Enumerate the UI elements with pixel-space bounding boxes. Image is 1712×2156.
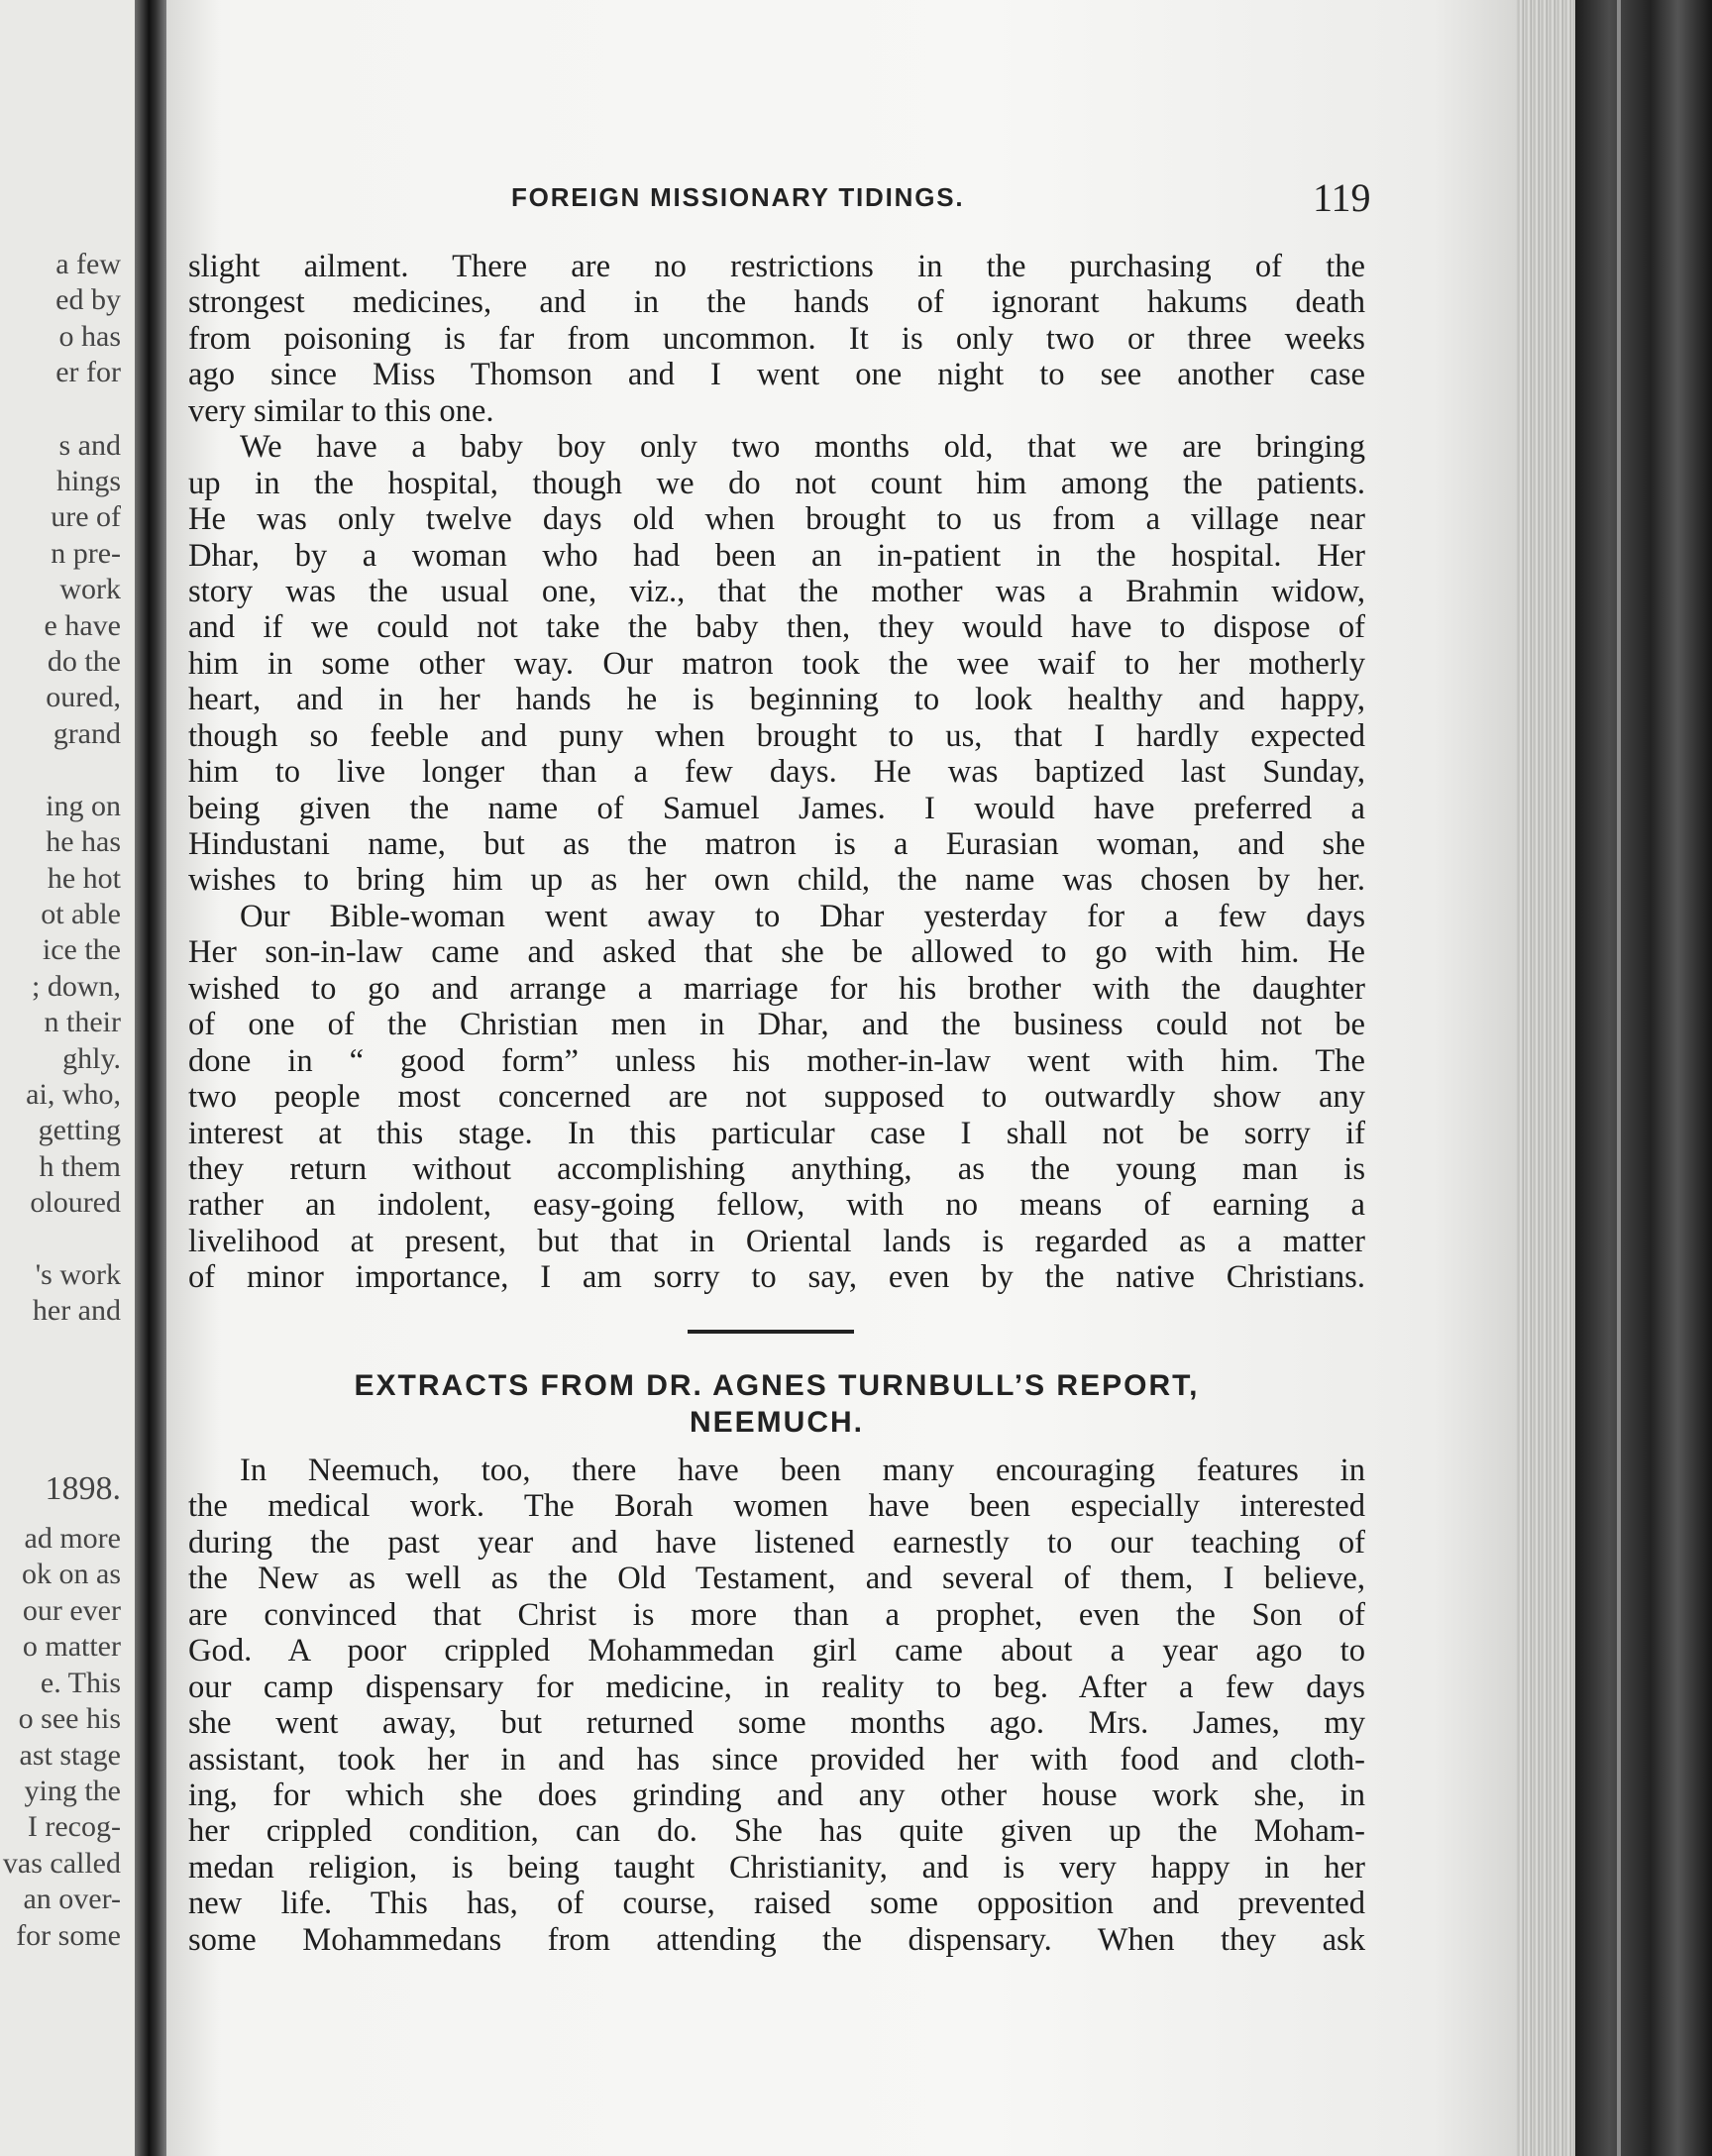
text-line: of one of the Christian men in Dhar, and the business could not be <box>188 1007 1365 1043</box>
left-page-fragment: our ever <box>22 1594 121 1627</box>
page-number: 119 <box>1313 175 1371 220</box>
text-line: slight ailment. There are no restrictions in the purchasing of the <box>188 249 1365 284</box>
text-line: livelihood at present, but that in Oriental lands is regarded as a matter <box>188 1223 1365 1259</box>
left-page-fragment: work <box>59 573 121 605</box>
left-page-fragment: o has <box>58 320 121 353</box>
left-page-fragment: oured, <box>46 681 121 713</box>
text-line: our camp dispensary for medicine, in reality to beg. After a few days <box>188 1669 1365 1705</box>
text-line: some Mohammedans from attending the dispensary. When they ask <box>188 1921 1365 1958</box>
left-page-fragment: I recog- <box>27 1810 121 1843</box>
text-line: up in the hospital, though we do not count him among the patients. <box>188 465 1365 501</box>
left-page-fragment: grand <box>53 717 121 750</box>
left-page-fragment: ure of <box>51 500 121 533</box>
left-page-fragment: he has <box>46 825 121 858</box>
text-line: done in “ good form” unless his mother-in-law went with him. The <box>188 1042 1365 1079</box>
left-page-fragment: an over- <box>23 1883 121 1915</box>
text-line: heart, and in her hands he is beginning to look healthy and happy, <box>188 682 1365 718</box>
binding-rule <box>1617 0 1621 2156</box>
text-line: two people most concerned are not supposed to outwardly show any <box>188 1079 1365 1116</box>
text-line: medan religion, is being taught Christianity, and is very happy in her <box>188 1849 1365 1886</box>
text-line: and if we could not take the baby then, they would have to dispose of <box>188 609 1365 646</box>
left-page-fragment: s and <box>58 429 121 462</box>
left-page-fragment: vas called <box>2 1847 121 1880</box>
left-page-fragment: oloured <box>30 1186 121 1219</box>
text-line: God. A poor crippled Mohammedan girl came about a year ago to <box>188 1633 1365 1670</box>
text-line: him in some other way. Our matron took the wee waif to her motherly <box>188 645 1365 682</box>
running-head: FOREIGN MISSIONARY TIDINGS. <box>511 182 965 212</box>
section-heading <box>188 1367 1365 1441</box>
text-line: are convinced that Christ is more than a prophet, even the Son of <box>188 1596 1365 1633</box>
left-page-fragment: ed by <box>55 283 121 316</box>
text-line: ing, for which she does grinding and any other house work she, in <box>188 1777 1365 1813</box>
text-line: the New as well as the Old Testament, and several of them, I believe, <box>188 1561 1365 1597</box>
left-page-fragment: 1898. <box>45 1470 121 1507</box>
text-line: wishes to bring him up as her own child, the name was chosen by her. <box>188 862 1365 899</box>
left-page-fragment: hings <box>55 465 121 497</box>
text-line: the medical work. The Borah women have been especially interested <box>188 1488 1365 1525</box>
text-line: from poisoning is far from uncommon. It is only two or three weeks <box>188 320 1365 357</box>
book-gutter <box>135 0 170 2156</box>
left-page-fragment: for some <box>16 1919 121 1952</box>
text-line: Dhar, by a woman who had been an in-patient in the hospital. Her <box>188 537 1365 574</box>
left-page-fragment: ice the <box>42 933 121 966</box>
section-heading-line: NEEMUCH. <box>689 1406 864 1439</box>
section-heading-line: EXTRACTS FROM DR. AGNES TURNBULL’S REPORT, <box>354 1369 1200 1402</box>
text-line: him to live longer than a few days. He was baptized last Sunday, <box>188 754 1365 791</box>
body-text-bottom <box>188 1453 1365 1958</box>
text-line: story was the usual one, viz., that the mother was a Brahmin widow, <box>188 573 1365 609</box>
left-page-fragment: n their <box>44 1006 121 1038</box>
page-stack-edge <box>1516 0 1575 2156</box>
text-line: ago since Miss Thomson and I went one night to see another case <box>188 357 1365 393</box>
left-page-fragment: do the <box>47 645 121 678</box>
left-page-fragment: o matter <box>22 1630 121 1663</box>
text-line: she went away, but returned some months ago. Mrs. James, my <box>188 1705 1365 1742</box>
text-line: very similar to this one. <box>188 392 494 429</box>
left-page-fragment: o see his <box>18 1702 121 1735</box>
text-line: interest at this stage. In this particular case I shall not be sorry if <box>188 1115 1365 1151</box>
text-line: assistant, took her in and has since provided her with food and cloth- <box>188 1741 1365 1778</box>
left-page-fragment: er for <box>55 356 121 388</box>
text-line: they return without accomplishing anything, as the young man is <box>188 1150 1365 1187</box>
left-page-fragment: ot able <box>41 898 121 930</box>
text-line: He was only twelve days old when brought to us from a village near <box>188 501 1365 538</box>
text-line: We have a baby boy only two months old, that we are bringing <box>240 429 1365 466</box>
book-binding <box>1575 0 1712 2156</box>
left-page-fragment: ai, who, <box>26 1078 121 1111</box>
left-page-fragment: he hot <box>47 862 121 895</box>
left-page-fragment: e have <box>44 609 121 642</box>
text-line: strongest medicines, and in the hands of ignorant hakums death <box>188 284 1365 321</box>
left-page-fragment: getting <box>38 1114 121 1146</box>
text-line: though so feeble and puny when brought to us, that I hardly expected <box>188 717 1365 754</box>
body-text-top <box>188 249 1365 1296</box>
left-page-fragment: her and <box>32 1294 121 1327</box>
text-line: wished to go and arrange a marriage for his brother with the daughter <box>188 970 1365 1007</box>
text-line: In Neemuch, too, there have been many encouraging features in <box>240 1453 1365 1488</box>
text-line: being given the name of Samuel James. I would have preferred a <box>188 790 1365 826</box>
left-page-fragment: ing on <box>46 790 121 822</box>
text-line: Her son-in-law came and asked that she be allowed to go with him. He <box>188 934 1365 971</box>
left-page-fragment: ; down, <box>32 970 121 1003</box>
left-page-fragment: ying the <box>24 1775 121 1807</box>
left-page-fragment: ast stage <box>19 1739 121 1772</box>
left-page-fragment: n pre- <box>51 537 121 570</box>
section-divider <box>688 1330 854 1334</box>
text-line: of minor importance, I am sorry to say, even by the native Christians. <box>188 1259 1365 1296</box>
left-page-fragment: h them <box>39 1150 121 1183</box>
text-line: during the past year and have listened earnestly to our teaching of <box>188 1524 1365 1561</box>
left-facing-page <box>0 0 149 2156</box>
text-line: Hindustani name, but as the matron is a Eurasian woman, and she <box>188 826 1365 862</box>
text-line: her crippled condition, can do. She has quite given up the Moham- <box>188 1813 1365 1850</box>
text-line: new life. This has, of course, raised some opposition and prevented <box>188 1886 1365 1922</box>
left-page-fragment: ad more <box>24 1522 121 1555</box>
left-page-fragment: e. This <box>40 1667 121 1699</box>
text-line: rather an indolent, easy-going fellow, with no means of earning a <box>188 1187 1365 1224</box>
text-line: Our Bible-woman went away to Dhar yesterday for a few days <box>240 898 1365 934</box>
left-page-fragment: ghly. <box>62 1042 121 1075</box>
left-page-fragment: a few <box>55 248 121 280</box>
left-page-fragment: 's work <box>35 1258 121 1291</box>
left-page-fragment: ok on as <box>22 1558 121 1590</box>
